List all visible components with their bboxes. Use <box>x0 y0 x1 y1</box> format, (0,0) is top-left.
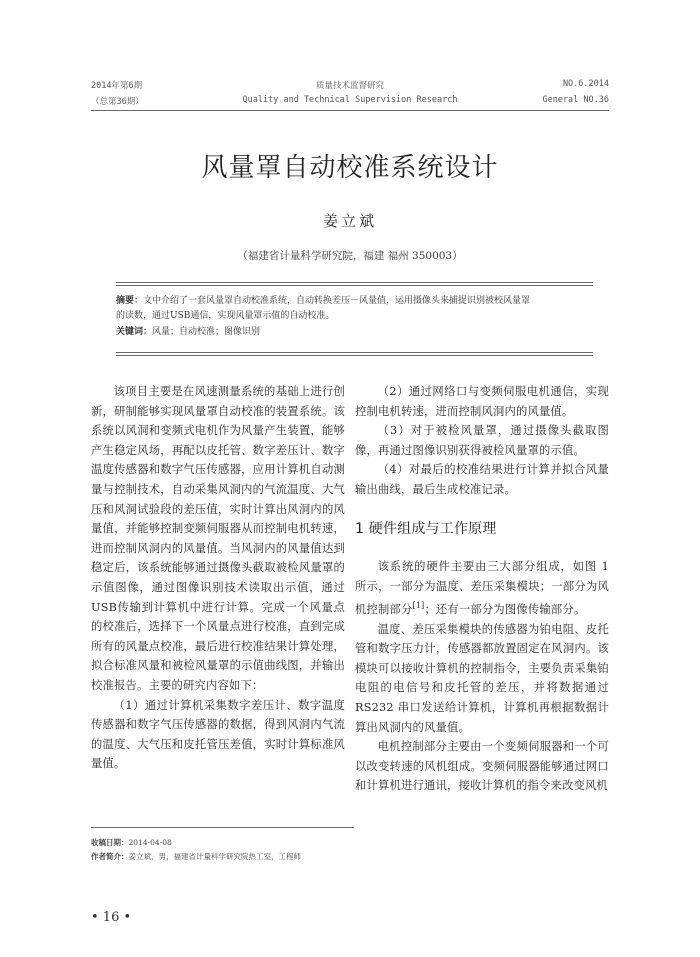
abstract-text-1: 文中介绍了一套风量罩自动校准系统，自动转换差压－风量值，运用摄像头来捕捉识别被校风量罩 <box>143 296 531 306</box>
header-general-no: General NO.36 <box>542 95 609 105</box>
article-author: 姜立斌 <box>322 212 377 230</box>
header-rule <box>91 110 609 111</box>
footnote <box>91 836 301 864</box>
section-1-title: 1 硬件组成与工作原理 <box>355 520 497 537</box>
header-issue-no: NO.6.2014 <box>562 79 609 89</box>
abstract-bottom-rule-1 <box>116 352 593 353</box>
keywords-label: 关键词： <box>116 327 153 337</box>
abstract <box>116 294 593 340</box>
right-paragraph-6: 电机控制部分主要由一个变频伺服器和一个可以改变转速的风机组成。变频伺服器能够通过网口和计算机进行通讯，接收计算机的指令来改变风机 <box>355 740 609 793</box>
right-paragraph-4 <box>355 557 609 620</box>
footnote-rule <box>91 827 354 828</box>
right-paragraph-4a: 该系统的硬件主要由三大部分组成，如图 1 所示，一部分为温度、差压采集模块；一部分为风机控制部分 <box>355 560 609 617</box>
page-number: • 16 • <box>91 910 132 925</box>
author-info: 姜立斌，男，福建省计量科学研究院热工室，工程师 <box>128 852 301 861</box>
article-affiliation: （福建省计量科学研究院，福建 福州 350003） <box>237 250 463 262</box>
right-paragraph-1: （2）通过网络口与变频伺服电机通信，实现控制电机转速，进而控制风洞内的风量值。 <box>355 385 609 418</box>
right-paragraph-3: （4）对最后的校准结果进行计算并拟合风量输出曲线，最后生成校准记录。 <box>355 463 609 496</box>
left-column <box>91 382 345 774</box>
right-paragraph-4b: ；还有一部分为图像传输部分。 <box>424 603 586 617</box>
right-paragraph-5: 温度、差压采集模块的传感器为铂电阻、皮托管和数字压力计，传感器都放置固定在风洞内。该模块可以接收计算机的控制指令，主要负责采集铂电阻的电信号和皮托管的差压，并将数据通过 RS232 串口发送给计算机，计算机再根据数据计算出风洞内的风量值。 <box>355 622 609 734</box>
right-paragraph-2: （3）对于被检风量罩，通过摄像头截取图像，再通过图像识别获得被检风量罩的示值。 <box>355 424 609 457</box>
abstract-label: 摘要： <box>116 296 144 306</box>
header-volume: （总第36期） <box>91 97 144 107</box>
header-issue: 2014年第6期 <box>91 81 143 91</box>
abstract-text-2: 的读数，通过USB通信，实现风量罩示值的自动校准。 <box>116 311 335 321</box>
abstract-top-rule-2 <box>116 285 593 286</box>
left-paragraph-2: （1）通过计算机采集数字差压计、数字温度传感器和数字气压传感器的数据，得到风洞内气流的温度、大气压和皮托管压差值，实时计算标准风量值。 <box>91 698 345 771</box>
abstract-top-rule-1 <box>116 282 593 283</box>
received-label: 收稿日期： <box>91 838 129 847</box>
header-journal-en: Quality and Technical Supervision Research <box>242 95 458 105</box>
author-info-label: 作者简介： <box>91 852 129 861</box>
citation-ref: [1] <box>412 601 425 611</box>
header-journal-cn: 质量技术监督研究 <box>315 81 384 91</box>
left-paragraph-1: 该项目主要是在风速测量系统的基础上进行创新，研制能够实现风量罩自动校准的装置系统。该系统以风洞和变频式电机作为风量产生装置，能够产生稳定风场，再配以皮托管、数字差压计、数字温度传感器和数字气压传感器，应用计算机自动测量与控制技术，自动采集风洞内的气流温度、大气压和风洞试验段的差压值，实时计算出风洞内的风量值，并能够控制变频伺服器从而控制电机转速，进而控制风洞内的风量值。当风洞内的风量值达到稳定后，该系统能够通过摄像头截取被检风量罩的示值图像，通过图像识别技术读取出示值，通过USB传输到计算机中进行计算。完成一个风量点的校准后，选择下一个风量点进行校准，直到完成所有的风量点校准，最后进行校准结果计算处理，拟合标准风量和被检风量罩的示值曲线图，并输出校准报告。主要的研究内容如下： <box>91 385 345 692</box>
keywords-text: 风量；自动校准；图像识别 <box>152 327 261 337</box>
article-title: 风量罩自动校准系统设计 <box>201 153 499 183</box>
received-date: 2014-04-08 <box>128 838 172 847</box>
right-column <box>355 382 609 796</box>
abstract-bottom-rule-2 <box>116 355 593 356</box>
